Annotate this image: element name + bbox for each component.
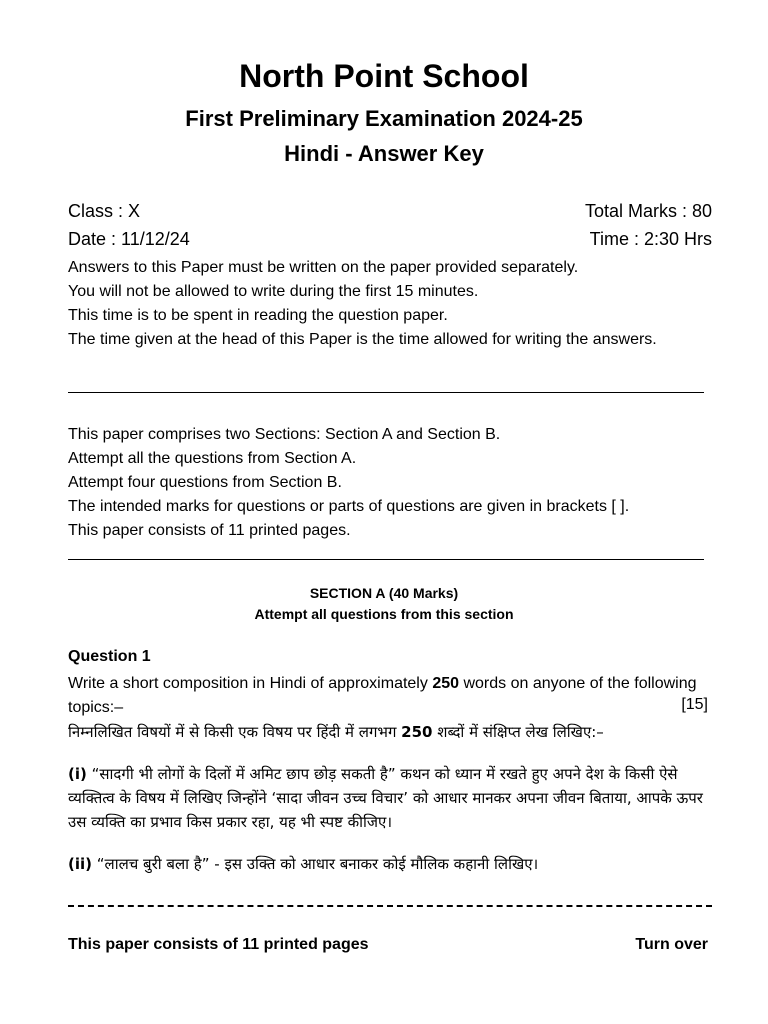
option-label: (ii) — [68, 855, 92, 873]
exam-title: First Preliminary Examination 2024-25 — [185, 106, 583, 131]
dashed-divider — [68, 905, 712, 907]
hindi-word-count: 250 — [401, 723, 433, 741]
instruction-line: This paper consists of 11 printed pages. — [68, 522, 351, 539]
divider — [68, 559, 704, 560]
total-marks-label: Total Marks : 80 — [584, 201, 712, 221]
divider — [68, 392, 704, 393]
question-heading: Question 1 — [68, 648, 151, 665]
subject-title: Hindi - Answer Key — [284, 141, 484, 166]
instruction-line: This time is to be spent in reading the question paper. — [68, 307, 448, 324]
question-text: Write a short composition in Hindi of approximately 250 words on anyone of the following topics:– — [68, 675, 697, 716]
instruction-line: The time given at the head of this Paper is the time allowed for writing the answers. — [68, 331, 657, 348]
instruction-line: You will not be allowed to write during the first 15 minutes. — [68, 283, 479, 300]
section-subtitle: Attempt all questions from this section — [254, 606, 514, 622]
instruction-line: The intended marks for questions or parts of questions are given in brackets [ ]. — [68, 498, 630, 515]
topic-option-2 — [68, 852, 712, 876]
section-title: SECTION A (40 Marks) — [309, 585, 459, 601]
school-name: North Point School — [239, 58, 529, 94]
info-row-2 — [68, 229, 712, 250]
question-marks: [15] — [681, 696, 708, 713]
info-row-1 — [68, 201, 712, 222]
page-footer — [68, 936, 708, 954]
topic-option-1 — [68, 762, 712, 834]
option-text: “लालच बुरी बला है” - इस उक्ति को आधार बनाकर कोई मौलिक कहानी लिखिए। — [92, 855, 539, 873]
instruction-line: Answers to this Paper must be written on the paper provided separately. — [68, 259, 579, 276]
date-label: Date : 11/12/24 — [68, 229, 190, 249]
time-label: Time : 2:30 Hrs — [589, 229, 712, 249]
hindi-instruction: निम्नलिखित विषयों में से किसी एक विषय पर हिंदी में लगभग 250 शब्दों में संक्षिप्त लेख लिखिए:– — [68, 723, 604, 741]
instruction-line: This paper comprises two Sections: Section A and Section B. — [68, 426, 501, 443]
turn-over-note: Turn over — [635, 936, 708, 953]
word-count: 250 — [432, 675, 460, 692]
instruction-line: Attempt all the questions from Section A. — [68, 450, 357, 467]
general-instructions — [68, 256, 712, 352]
instruction-line: Attempt four questions from Section B. — [68, 474, 342, 491]
option-label: (i) — [68, 765, 87, 783]
page-count-note: This paper consists of 11 printed pages — [68, 936, 369, 953]
paper-instructions — [68, 423, 712, 543]
class-label: Class : X — [68, 201, 141, 221]
option-text: “सादगी भी लोगों के दिलों में अमिट छाप छोड़ सकती है” कथन को ध्यान में रखते हुए अपने देश के किसी ऐसे व्यक्तित्व के विषय में लिखिए जिन्होंने ‘सादा जीवन उच्च विचार’ को आधार मानकर अपना जीवन बिताया, आपके ऊपर उस व्यक्ति का प्रभाव किस प्रकार रहा, यह भी स्पष्ट कीजिए। — [68, 765, 703, 831]
